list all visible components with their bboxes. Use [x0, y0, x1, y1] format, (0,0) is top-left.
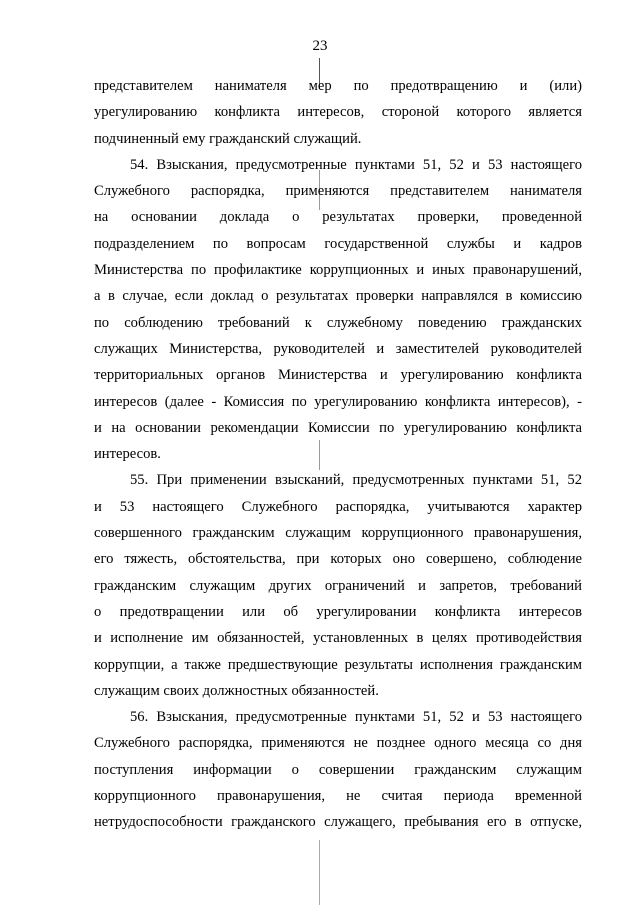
text-line: Министерства по профилактике коррупционных и иных правонарушений, [94, 262, 582, 279]
text-line: территориальных органов Министерства и урегулированию конфликта [94, 367, 582, 384]
paragraph-55 [94, 467, 582, 704]
text-line: коррупции, а также предшествующие результаты исполнения гражданским [94, 656, 582, 673]
text-line: подчиненный ему гражданский служащий. [94, 130, 362, 147]
document-body [94, 73, 582, 836]
text-line: гражданским служащим других ограничений и запретов, требований [94, 577, 582, 594]
text-line: и 53 настоящего Служебного распорядка, учитываются характер [94, 498, 582, 515]
text-line: Служебного распорядка, применяются представителем нанимателя [94, 183, 582, 200]
scan-fold-line [319, 840, 320, 905]
text-line: 55. При применении взысканий, предусмотренных пунктами 51, 52 [130, 472, 582, 489]
text-line: подразделением по вопросам государственной службы и кадров [94, 235, 582, 252]
text-line: о предотвращении или об урегулировании конфликта интересов [94, 603, 582, 620]
text-line: служащим своих должностных обязанностей. [94, 682, 379, 699]
text-line: служащих Министерства, руководителей и заместителей руководителей [94, 340, 582, 357]
text-line: интересов (далее - Комиссия по урегулированию конфликта интересов), - [94, 393, 582, 410]
text-line: его тяжесть, обстоятельства, при которых оно совершено, соблюдение [94, 551, 582, 568]
text-line: коррупционного правонарушения, не считая периода временной [94, 788, 582, 805]
text-line: на основании доклада о результатах проверки, проведенной [94, 209, 582, 226]
text-line: совершенного гражданским служащим коррупционного правонарушения, [94, 525, 582, 542]
text-line: 56. Взыскания, предусмотренные пунктами 51, 52 и 53 настоящего [130, 709, 582, 726]
text-line: и исполнение им обязанностей, установленных в целях противодействия [94, 630, 582, 647]
paragraph-56 [94, 704, 582, 835]
text-line: урегулированию конфликта интересов, стороной которого является [94, 104, 582, 121]
text-line: поступления информации о совершении гражданским служащим [94, 761, 582, 778]
text-line: по соблюдению требований к служебному поведению гражданских [94, 314, 582, 331]
text-line: представителем нанимателя мер по предотвращению и (или) [94, 78, 582, 94]
page-number: 23 [312, 38, 328, 54]
text-line: и на основании рекомендации Комиссии по урегулированию конфликта [94, 419, 582, 436]
text-line: 54. Взыскания, предусмотренные пунктами 51, 52 и 53 настоящего [130, 156, 582, 173]
text-line: нетрудоспособности гражданского служащего, пребывания его в отпуске, [94, 814, 582, 831]
text-line: а в случае, если доклад о результатах проверки направлялся в комиссию [94, 288, 582, 305]
text-line: интересов. [94, 446, 161, 463]
paragraph-54 [94, 152, 582, 468]
text-line: Служебного распорядка, применяются не позднее одного месяца со дня [94, 735, 582, 752]
paragraph [94, 73, 582, 152]
